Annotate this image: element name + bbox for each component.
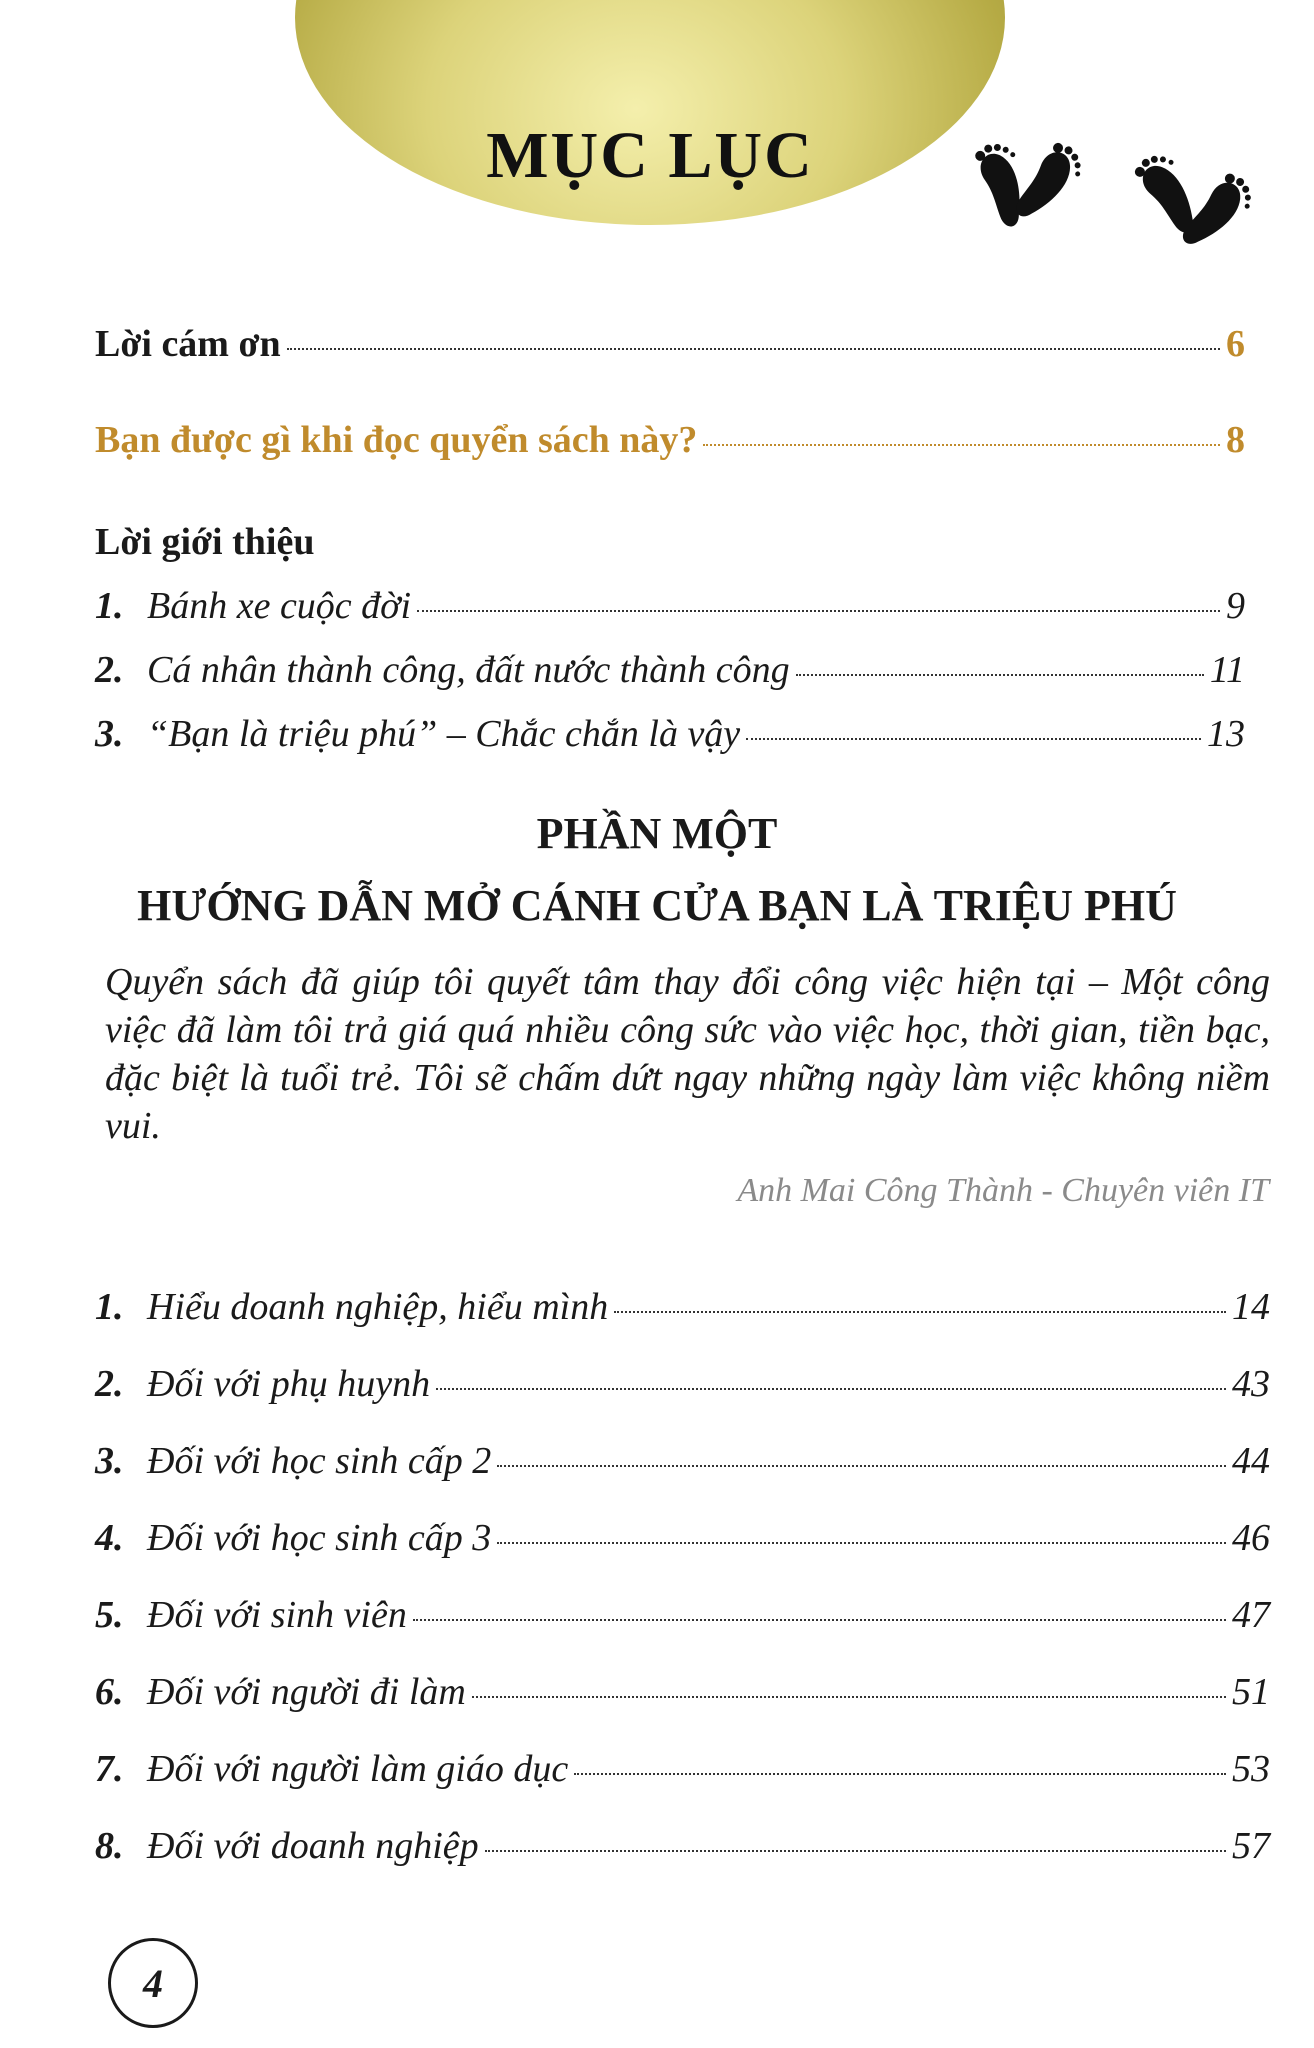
page-number-text: 4 bbox=[143, 1960, 163, 2006]
dot-leader bbox=[436, 1388, 1226, 1390]
footprints-icon bbox=[945, 115, 1314, 315]
dot-leader bbox=[703, 444, 1220, 446]
toc-entry-part1-8[interactable] bbox=[95, 1824, 1270, 1868]
dot-leader bbox=[497, 1542, 1226, 1544]
toc-entry-acknowledgements[interactable] bbox=[95, 322, 1245, 366]
dot-leader bbox=[574, 1773, 1226, 1775]
toc-entry-intro-3[interactable] bbox=[95, 712, 1245, 756]
dot-leader bbox=[287, 348, 1220, 350]
toc-entry-page: 11 bbox=[1209, 649, 1245, 691]
part-label: PHẦN MỘT bbox=[536, 809, 778, 858]
dot-leader bbox=[614, 1311, 1226, 1313]
toc-entry-part1-1[interactable] bbox=[95, 1285, 1270, 1329]
toc-entry-page: 8 bbox=[1226, 419, 1245, 461]
dot-leader bbox=[485, 1850, 1226, 1852]
toc-entry-page: 47 bbox=[1232, 1594, 1270, 1636]
dot-leader bbox=[472, 1696, 1226, 1698]
toc-entry-number: 1. bbox=[95, 585, 124, 627]
toc-entry-number: 7. bbox=[95, 1748, 124, 1790]
dot-leader bbox=[497, 1465, 1226, 1467]
toc-entry-number: 3. bbox=[95, 1440, 124, 1482]
toc-entry-title: Bánh xe cuộc đời bbox=[147, 585, 412, 627]
toc-entry-title: Bạn được gì khi đọc quyển sách này? bbox=[95, 419, 698, 461]
page-title: MỤC LỤC bbox=[486, 119, 814, 192]
toc-entry-page: 9 bbox=[1226, 585, 1245, 627]
toc-entry-part1-4[interactable] bbox=[95, 1516, 1270, 1560]
page-number bbox=[108, 1938, 198, 2028]
intro-heading: Lời giới thiệu bbox=[95, 521, 315, 563]
toc-entry-page: 43 bbox=[1232, 1363, 1270, 1405]
toc-entry-number: 8. bbox=[95, 1825, 124, 1867]
toc-entry-page: 14 bbox=[1232, 1286, 1270, 1328]
toc-entry-intro-1[interactable] bbox=[95, 584, 1245, 628]
toc-entry-title: Lời cám ơn bbox=[95, 323, 281, 365]
toc-entry-part1-7[interactable] bbox=[95, 1747, 1270, 1791]
toc-entry-page: 44 bbox=[1232, 1440, 1270, 1482]
toc-entry-title: Đối với phụ huynh bbox=[147, 1363, 431, 1405]
dot-leader bbox=[417, 610, 1220, 612]
quote-attribution: Anh Mai Công Thành - Chuyên viên IT bbox=[737, 1172, 1269, 1209]
toc-entry-title: Cá nhân thành công, đất nước thành công bbox=[147, 649, 790, 691]
toc-entry-page: 6 bbox=[1226, 323, 1245, 365]
toc-entry-intro-2[interactable] bbox=[95, 648, 1245, 692]
toc-entry-page: 46 bbox=[1232, 1517, 1270, 1559]
toc-entry-title: Đối với người làm giáo dục bbox=[147, 1748, 569, 1790]
quote-text: Quyển sách đã giúp tôi quyết tâm thay đổi công việc hiện tại – Một công việc đã làm tôi trả giá quá nhiều công sức vào việc học, thời gian, tiền bạc, đặc biệt là tuổi trẻ. Tôi sẽ chấm dứt ngay những ngày làm việc không niềm vui. bbox=[105, 961, 1270, 1147]
toc-entry-title: Đối với học sinh cấp 3 bbox=[147, 1517, 492, 1559]
toc-entry-number: 1. bbox=[95, 1286, 124, 1328]
toc-entry-part1-2[interactable] bbox=[95, 1362, 1270, 1406]
toc-entry-page: 13 bbox=[1207, 713, 1245, 755]
toc-entry-page: 57 bbox=[1232, 1825, 1270, 1867]
toc-entry-number: 2. bbox=[95, 1363, 124, 1405]
toc-entry-part1-3[interactable] bbox=[95, 1439, 1270, 1483]
toc-entry-part1-6[interactable] bbox=[95, 1670, 1270, 1714]
toc-entry-title: Đối với người đi làm bbox=[147, 1671, 466, 1713]
toc-entry-number: 2. bbox=[95, 649, 124, 691]
toc-entry-title: Đối với doanh nghiệp bbox=[147, 1825, 479, 1867]
toc-entry-title: Đối với sinh viên bbox=[147, 1594, 407, 1636]
toc-entry-title: Đối với học sinh cấp 2 bbox=[147, 1440, 492, 1482]
part-title: HƯỚNG DẪN MỞ CÁNH CỬA BẠN LÀ TRIỆU PHÚ bbox=[137, 881, 1177, 930]
dot-leader bbox=[796, 674, 1204, 676]
toc-entry-benefits[interactable] bbox=[95, 418, 1245, 462]
dot-leader bbox=[746, 738, 1201, 740]
toc-entry-title: Hiểu doanh nghiệp, hiểu mình bbox=[147, 1286, 609, 1328]
toc-entry-number: 3. bbox=[95, 713, 124, 755]
toc-entry-page: 51 bbox=[1232, 1671, 1270, 1713]
toc-entry-number: 4. bbox=[95, 1517, 124, 1559]
toc-entry-part1-5[interactable] bbox=[95, 1593, 1270, 1637]
toc-entry-number: 5. bbox=[95, 1594, 124, 1636]
toc-entry-page: 53 bbox=[1232, 1748, 1270, 1790]
dot-leader bbox=[413, 1619, 1226, 1621]
toc-entry-title: “Bạn là triệu phú” – Chắc chắn là vậy bbox=[147, 713, 741, 755]
toc-entry-number: 6. bbox=[95, 1671, 124, 1713]
